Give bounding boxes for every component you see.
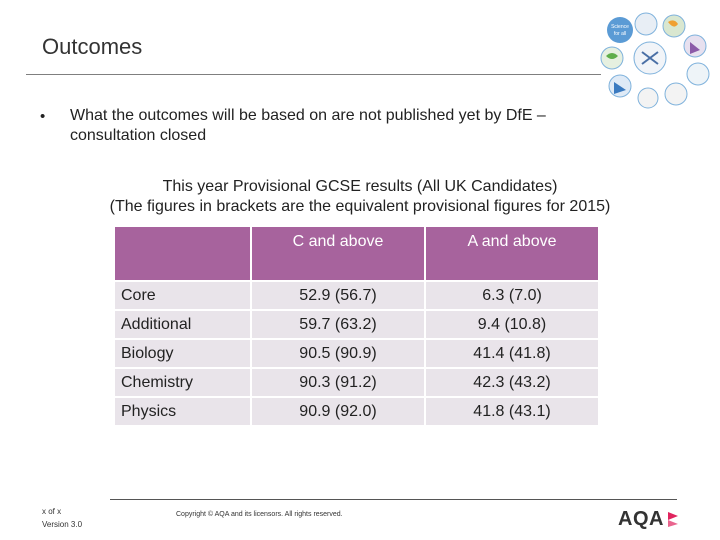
table-row <box>115 398 598 425</box>
table-row <box>115 340 598 367</box>
header-cell-c-and-above: C and above <box>252 227 424 280</box>
table-header-row <box>115 227 598 280</box>
copyright-notice: Copyright © AQA and its licensors. All rights reserved. <box>176 511 343 518</box>
c-above-cell: 90.3 (91.2) <box>252 369 424 396</box>
a-above-cell: 42.3 (43.2) <box>426 369 598 396</box>
title-divider <box>26 74 601 75</box>
a-above-cell: 41.4 (41.8) <box>426 340 598 367</box>
a-above-cell: 41.8 (43.1) <box>426 398 598 425</box>
bullet-marker: • <box>40 108 46 125</box>
science-for-all-logo <box>598 12 712 110</box>
subject-cell: Additional <box>115 311 250 338</box>
logo-text-line1: Science <box>611 24 629 30</box>
header-cell-a-and-above: A and above <box>426 227 598 280</box>
slide-title: Outcomes <box>42 34 143 59</box>
version-label: Version 3.0 <box>42 520 83 529</box>
a-above-cell: 6.3 (7.0) <box>426 282 598 309</box>
caption-line-1: This year Provisional GCSE results (All UK Candidates) <box>162 178 558 195</box>
subject-cell: Chemistry <box>115 369 250 396</box>
c-above-cell: 52.9 (56.7) <box>252 282 424 309</box>
subject-cell: Core <box>115 282 250 309</box>
caption-line-2: (The figures in brackets are the equivalent provisional figures for 2015) <box>109 198 611 215</box>
table-row <box>115 369 598 396</box>
bullet-text: What the outcomes will be based on are not published yet by DfE – consultation closed <box>70 107 546 144</box>
c-above-cell: 90.9 (92.0) <box>252 398 424 425</box>
c-above-cell: 90.5 (90.9) <box>252 340 424 367</box>
a-above-cell: 9.4 (10.8) <box>426 311 598 338</box>
logo-text-line2: for all <box>613 31 627 37</box>
aqa-logo-text: AQA <box>618 508 664 530</box>
table-row <box>115 282 598 309</box>
subject-cell: Physics <box>115 398 250 425</box>
header-cell-subject <box>115 227 250 280</box>
page-number: x of x <box>42 507 62 516</box>
subject-cell: Biology <box>115 340 250 367</box>
c-above-cell: 59.7 (63.2) <box>252 311 424 338</box>
aqa-logo-mark-icon <box>666 510 680 528</box>
table-row <box>115 311 598 338</box>
table-caption <box>60 177 660 217</box>
results-table <box>113 225 600 427</box>
footer-divider <box>110 499 677 500</box>
